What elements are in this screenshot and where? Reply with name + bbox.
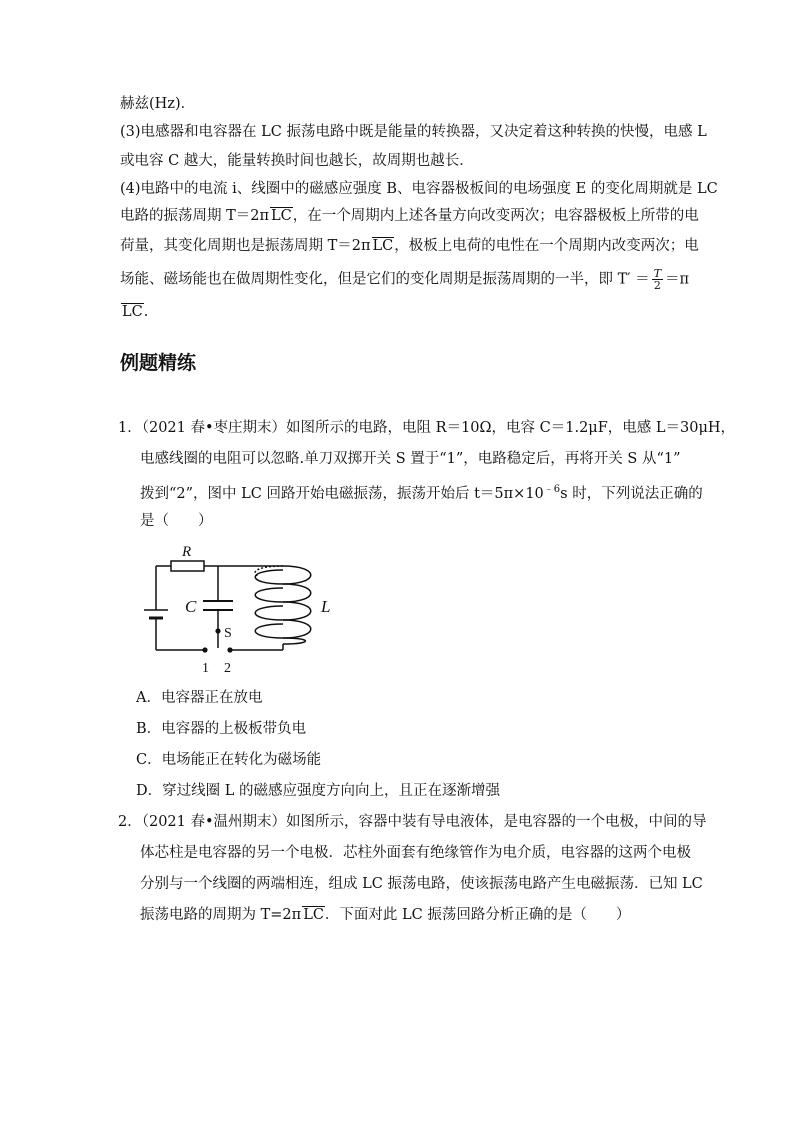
label-2: 2	[224, 661, 231, 676]
p4-line3-text-a: 荷量，其变化周期也是振荡周期 T＝2π	[120, 238, 371, 254]
paragraph-4-line-2	[120, 206, 699, 226]
q1-option-a[interactable]: A．电容器正在放电	[136, 690, 263, 706]
paragraph-3-line-1: (3)电感器和电容器在 LC 振荡电路中既是能量的转换器，又决定着这种转换的快慢，电感 L	[120, 124, 707, 140]
terminal-1	[202, 647, 207, 652]
fraction-denominator: 2	[653, 279, 661, 292]
sqrt-lc	[270, 207, 293, 224]
p4-line4-text-a: 场能、磁场能也在做周期性变化，但是它们的变化周期是振荡周期的一半，即 T′ ＝	[120, 271, 650, 288]
fraction-t-over-2	[652, 268, 663, 291]
q1-exponent: ﹣6	[543, 484, 561, 495]
p4-line2-text-a: 电路的振荡周期 T＝2π	[120, 208, 270, 224]
paragraph-4-line-4	[120, 268, 689, 291]
switch-pivot	[215, 628, 220, 633]
label-l: L	[321, 597, 331, 616]
q1-option-c[interactable]: C．电场能正在转化为磁场能	[136, 752, 322, 768]
q2-line-4-text-a: 振荡电路的周期为 T=2π	[140, 907, 302, 923]
q2-number: 2．	[118, 814, 142, 830]
q1-line-1: （2021 春•枣庄期末）如图所示的电路，电阻 R＝10Ω，电容 C＝1.2μF，电感 L＝30μH，	[141, 420, 736, 436]
paragraph-4-line-5	[120, 302, 148, 322]
fraction-numerator: T	[653, 267, 662, 280]
radicand: LC	[122, 304, 143, 320]
text-hertz: 赫兹(Hz)．	[120, 96, 196, 112]
radicand: LC	[271, 208, 292, 224]
p4-line4-text-b: ＝π	[665, 271, 690, 288]
q1-first-line	[118, 418, 735, 438]
paragraph-4-line-1: (4)电路中的电流 i、线圈中的磁感应强度 B、电容器极板间的电场强度 E 的变化周期就是 LC	[120, 181, 718, 197]
q2-line-4	[140, 905, 630, 925]
q2-first-line	[118, 812, 707, 832]
sqrt-lc	[121, 303, 144, 320]
q1-line-3	[140, 480, 703, 504]
p4-line2-text-b: ，在一个周期内上述各量方向改变两次；电容器极板上所带的电	[292, 208, 699, 224]
coil-end	[283, 638, 306, 644]
paragraph-4-line-3	[120, 236, 699, 256]
q2-line-4-text-b: ．下面对此 LC 振荡回路分析正确的是（ ）	[324, 907, 631, 923]
period: .	[143, 304, 149, 320]
q2-line-3: 分别与一个线圈的两端相连，组成 LC 振荡电路，使该振荡电路产生电磁振荡．已知 LC	[140, 876, 703, 892]
q1-number: 1．	[118, 420, 142, 436]
sqrt-lc	[372, 237, 395, 254]
coil-turn-3	[255, 602, 311, 620]
sqrt-lc	[302, 906, 325, 923]
q1-option-d[interactable]: D．穿过线圈 L 的磁感应强度方向向上，且正在逐渐增强	[136, 783, 500, 799]
label-r: R	[182, 544, 192, 560]
coil-turn-2	[255, 584, 311, 602]
q1-line-4: 是（ ）	[140, 513, 213, 529]
coil-turn-4	[255, 620, 311, 638]
q1-line-3-text-b: s 时，下列说法正确的	[560, 485, 703, 502]
label-1: 1	[202, 661, 209, 676]
lc-circuit-diagram	[138, 538, 338, 678]
q1-line-2: 电感线圈的电阻可以忽略.单刀双掷开关 S 置于“1”，电路稳定后，再将开关 S 从“1”	[140, 451, 681, 467]
label-c: C	[185, 597, 197, 616]
paragraph-3-line-2: 或电容 C 越大，能量转换时间也越长，故周期也越长．	[120, 153, 474, 169]
q2-line-2: 体芯柱是电容器的另一个电极．芯柱外面套有绝缘管作为电介质，电容器的这两个电极	[140, 845, 691, 861]
p4-line3-text-b: ，极板上电荷的电性在一个周期内改变两次；电	[394, 238, 699, 254]
q1-option-b[interactable]: B．电容器的上极板带负电	[136, 721, 307, 737]
coil-turn-1	[255, 566, 311, 584]
q2-line-1: （2021 春•温州期末）如图所示，容器中装有导电液体，是电容器的一个电极，中间的导	[141, 814, 707, 830]
section-heading: 例题精练	[120, 352, 197, 374]
radicand: LC	[372, 238, 394, 254]
radicand: LC	[303, 907, 324, 923]
q1-line-3-text-a: 拨到“2”，图中 LC 回路开始电磁振荡，振荡开始后 t＝5π×10	[140, 485, 544, 502]
terminal-2	[227, 647, 232, 652]
resistor	[171, 561, 204, 571]
label-s: S	[224, 626, 232, 641]
